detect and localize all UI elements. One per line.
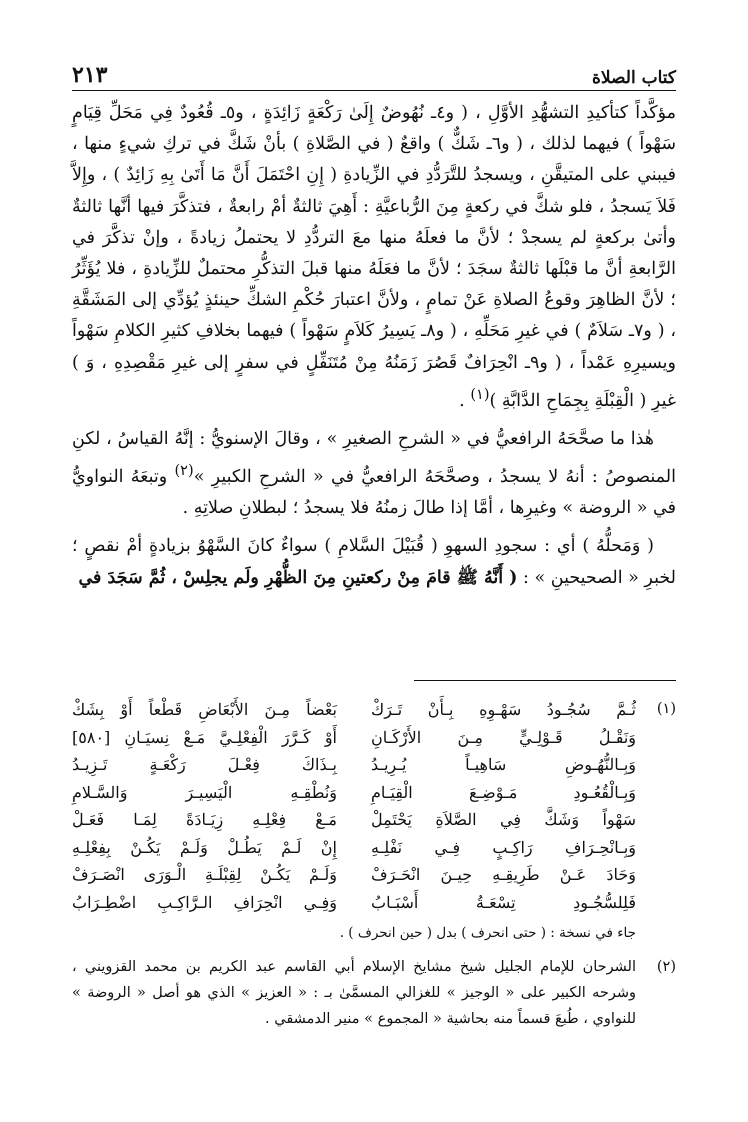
footnote-2-text: الشرحان للإمام الجليل شيخ مشايخ الإسلام أبي القاسم عبد الكريم بن محمد القزويني ، وشرحه الكبير على « الوجيز » للغزالي المسمَّىٰ بـ : « العزيز » الذي هو أصل « الروضة » للنواوي ، طُبعَ قسماً منه بحاشية « المجموع » منير الدمشقي . xyxy=(72,959,636,1027)
running-header xyxy=(72,58,676,88)
main-text xyxy=(72,98,676,601)
footnote-2-number: (٢) xyxy=(656,959,676,975)
paragraph-2-text-a: هٰذا ما صحَّحَهُ الرافعيُّ في « الشرحِ الصغيرِ » ، وقالَ الإسنويُّ : إنَّهُ القياسُ ، لكنِ المنصوصُ : أنهُ لا يسجدُ ، وصحَّحَهُ الرافعيُّ في « الشرحِ الكبيرِ » xyxy=(72,428,676,487)
verse-6-b: إِنْ لَـمْ يَطُـلْ وَلَـمْ يَكُـنْ بِفِعْلِـهِ xyxy=(72,837,337,857)
paragraph-1-end: . xyxy=(459,390,471,411)
footnote-1-remark: جاء في نسخة : ( حتى انحرف ) بدل ( حين انحرف ) . xyxy=(339,925,636,941)
paragraph-1 xyxy=(72,98,676,417)
verse-6-a: وَبِـانْحِـرَافِ رَاكِـبٍ فِـي نَفْلِـهِ xyxy=(371,837,636,857)
verse-7-b: وَلَـمْ يَكُـنْ لِقِبْلَـةِ الْـوَرَى انْصَـرَفْ xyxy=(72,865,337,884)
page-number: ٢١٣ xyxy=(72,62,108,88)
verse-1-b: بَعْضاً مِـنَ الأَبْعَاضِ قَطْعاً أَوْ بِشَكْ xyxy=(72,700,337,719)
paragraph-3-text: ( وَمَحلُّهُ ) أي : سجودِ السهوِ ( قُبَيْلَ السَّلامِ ) سواءٌ كانَ السَّهْوُ بزيادةٍ أمْ نقصٍ ؛ لخبرِ « الصحيحينِ » : xyxy=(72,536,676,588)
verse-1-a: ثُـمَّ سُجُـودُ سَهْـوِهِ بِـأَنْ تَـرَكْ xyxy=(371,700,636,719)
paragraph-2 xyxy=(72,424,676,524)
hadith-quote: ( أَنَّهُ ﷺ قامَ مِنْ ركعتينِ مِنَ الظُّهْرِ ولَم يجلِسْ ، ثُمَّ سَجَدَ في xyxy=(78,567,518,588)
footnote-1-number: (١) xyxy=(656,701,676,717)
footnote-2 xyxy=(72,954,676,1032)
footnote-ref-1: (١) xyxy=(470,385,490,403)
verse-3-b: بِـذَاكَ فِعْـلَ رَكْعَـةٍ تَـزِيـدُ xyxy=(72,755,337,774)
verse-5-b: مَـعْ فِعْلِـهِ زِيَـادَةً لِمَـا فَعَـلْ xyxy=(72,810,337,829)
poem xyxy=(72,696,636,916)
verse-5-a: سَهْواً وَشَكَّ فِي الصَّلاَةِ يَحْتَمِلْ xyxy=(371,810,636,829)
verse-2-a: وَنَقْـلُ قَـوْلِـيٍّ مِـنَ الأَرْكَـانِ xyxy=(371,727,636,747)
verse-8-a: فَلِلسُّجُـودِ تِسْعَـةُ أَسْبَـابُ xyxy=(371,892,636,912)
verse-4-a: وَبِـالْقُعُـودِ مَـوْضِـعَ الْقِيَـامِ xyxy=(371,782,636,802)
verse-2-b: أَوْ كَـرَّرَ الْفِعْلِـيَّ مَـعْ نِسيَـانِ [٥٨٠] xyxy=(72,727,337,747)
paragraph-3 xyxy=(72,531,676,593)
footnote-1 xyxy=(72,696,676,916)
verse-8-b: وَفِـي انْحِرَافِ الـرَّاكِـبِ اضْطِـرَابُ xyxy=(72,892,337,912)
paragraph-2-text-b: وتبعَهُ النواويُّ في « الروضة » وغيرِها ، أمَّا إذا طالَ زمنُهُ فلا يسجدُ ؛ لبطلانِ صلاتِهِ . xyxy=(72,466,676,519)
footnote-divider xyxy=(414,680,676,681)
paragraph-1-text: مؤكَّداً كتأكيدِ التشهُّدِ الأوَّلِ ، ( و٤ـ نُهُوضٌ إِلَىٰ رَكْعَةٍ زَائِدَةٍ ، و٥ـ قُعُودٌ فِي مَحَلِّ قِيَامٍ سَهْواً ) فيهما لذلك ، ( و٦ـ شَكٌّ ) واقعٌ ( في الصَّلاةِ ) بأنْ شَكَّ في تركِ شيءٍ منها ، فيبني على المتيقَّنِ ، ويسجدُ للتَّرَدُّدِ في الزِّيادةِ ( إِنِ احْتَمَلَ أَنَّ مَا أَتَىٰ بِهِ زَائِدٌ ) ، وإِلاَّ فَلاَ يَسجدُ ، فلو شكَّ في ركعةٍ مِنَ الرُّباعيَّةِ : أَهِيَ ثالثةٌ أمْ رابعةٌ ، فتذكَّرَ فيها أنَّها ثالثةٌ وأتىٰ بركعةٍ لم يسجدْ ؛ لأنَّ ما فعلَهُ منها معَ التردُّدِ لا يحتملُ زيادةً ، وإنْ تذكَّرَ في الرَّابعةِ أنَّ ما قبْلَها ثالثةٌ سجَدَ ؛ لأنَّ ما فعَلَهُ منها قبلَ التذكُّرِ محتملٌ للزِّيادةِ ، فلا يُؤَثِّرُ ؛ لأنَّ الظاهِرَ وقوعُ الصلاةِ عَنْ تمامٍ ، ولأنَّ اعتبارَ حُكْمِ الشكِّ حينئذٍ يُؤدِّي إلى المَشَقَّةِ ، ( و٧ـ سَلاَمٌ ) في غيرِ مَحَلِّهِ ، ( و٨ـ يَسِيرُ كَلاَمٍ سَهْواً ) فيهما بخلافِ كثيرِ الكلامِ سَهْواً ويسيرِهِ عَمْداً ، ( و٩ـ انْحِرَافٌ قَصُرَ زَمَنُهُ مِنْ مُتَنَفِّلٍ في سفرٍ إلى غيرِ مَقْصِدِهِ ، وَ ) غيرِ ( الْقِبْلَةِ بِجِمَاحِ الدَّابَّةِ ) xyxy=(72,103,677,411)
chapter-title: كتاب الصلاة xyxy=(591,68,676,88)
header-divider xyxy=(72,90,676,91)
verse-3-a: وَبِـالنُّهُـوضِ سَاهِيـاً يُـرِيـدُ xyxy=(371,755,636,774)
verse-4-b: وَنُطْقِـهِ الْيَسِيـرَ وَالسَّـلامِ xyxy=(72,782,337,802)
footnotes xyxy=(72,696,676,1032)
footnote-ref-2: (٢) xyxy=(174,462,194,480)
verse-7-a: وَحَادَ عَـنْ طَرِيقِـهِ حِيـنَ انْحَـرَفْ xyxy=(371,865,636,884)
